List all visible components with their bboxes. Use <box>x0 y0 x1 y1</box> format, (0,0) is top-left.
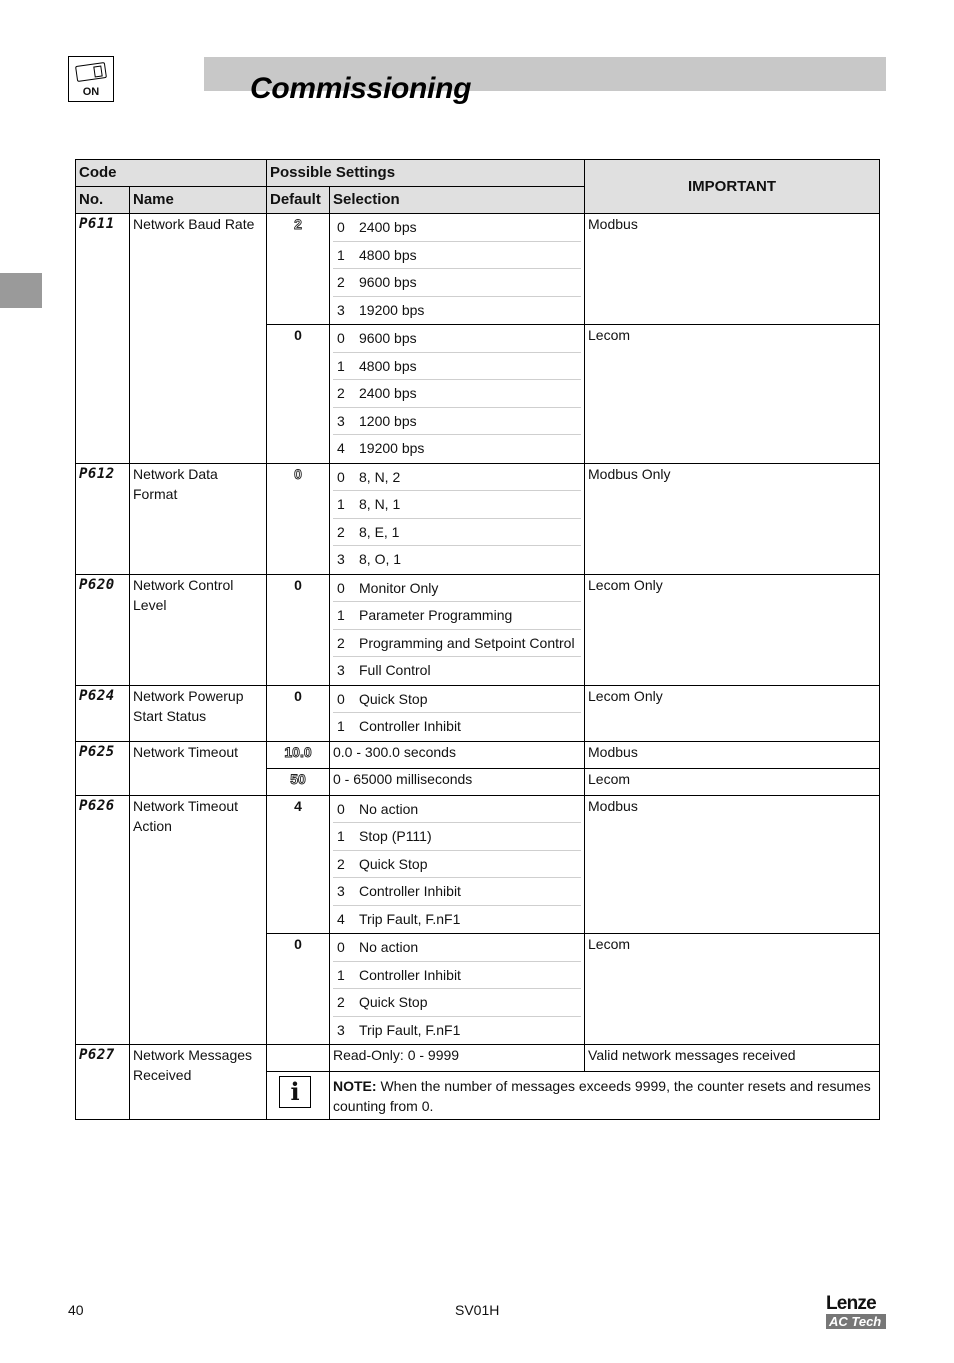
option-number: 1 <box>337 718 345 734</box>
name-p620: Network Control Level <box>130 574 267 685</box>
document-code: SV01H <box>455 1302 500 1318</box>
option-number: 1 <box>337 828 345 844</box>
important-p611-modbus: Modbus <box>585 214 880 325</box>
power-switch-label: ON <box>82 86 100 98</box>
selection-p620 <box>330 574 585 685</box>
option-label: 19200 bps <box>359 440 425 456</box>
selection-option <box>333 851 581 879</box>
option-label: 1200 bps <box>359 412 417 429</box>
option-label: 9600 bps <box>359 274 417 290</box>
option-number: 1 <box>337 357 345 374</box>
option-number: 3 <box>337 412 345 429</box>
selection-option <box>333 713 581 741</box>
option-number: 0 <box>337 219 345 235</box>
selection-p612 <box>330 463 585 574</box>
option-number: 2 <box>337 385 345 401</box>
important-p625-lecom: Lecom <box>585 768 880 795</box>
option-label: 8, O, 1 <box>359 551 402 567</box>
option-number: 2 <box>337 634 345 651</box>
option-number: 3 <box>337 883 345 899</box>
important-p625-modbus: Modbus <box>585 741 880 768</box>
option-number: 1 <box>337 966 345 983</box>
important-p627: Valid network messages received <box>585 1045 880 1072</box>
default-p626-lecom: 0 <box>267 934 330 1045</box>
important-p624: Lecom Only <box>585 685 880 741</box>
option-label: No action <box>359 800 419 817</box>
code-p627: P627 <box>76 1045 130 1120</box>
selection-p624 <box>330 685 585 741</box>
code-p611: P611 <box>76 214 130 464</box>
important-p612: Modbus Only <box>585 463 880 574</box>
selection-option <box>333 575 581 603</box>
option-number: 2 <box>337 994 345 1010</box>
code-p624: P624 <box>76 685 130 741</box>
default-p611-modbus: 2 <box>267 214 330 325</box>
option-label: 8, N, 2 <box>359 468 401 485</box>
default-p626-modbus: 4 <box>267 795 330 934</box>
selection-option <box>333 519 581 547</box>
selection-option <box>333 269 581 297</box>
option-label: 9600 bps <box>359 330 417 346</box>
code-p612: P612 <box>76 463 130 574</box>
selection-p625-modbus: 0.0 - 300.0 seconds <box>330 741 585 768</box>
option-number: 0 <box>337 939 345 955</box>
option-number: 3 <box>337 301 345 318</box>
selection-option <box>333 214 581 242</box>
default-p625-lecom: 50 <box>267 768 330 795</box>
option-number: 2 <box>337 855 345 872</box>
option-label: 19200 bps <box>359 301 425 318</box>
option-label: 4800 bps <box>359 246 417 263</box>
selection-option <box>333 989 581 1017</box>
name-p627: Network Messages Received <box>130 1045 267 1120</box>
name-p624: Network Powerup Start Status <box>130 685 267 741</box>
option-number: 3 <box>337 1021 345 1038</box>
option-label: Programming and Setpoint Control <box>359 634 575 651</box>
code-p620: P620 <box>76 574 130 685</box>
option-label: Trip Fault, F.nF1 <box>359 1021 461 1038</box>
default-p620: 0 <box>267 574 330 685</box>
lenze-logo <box>826 1294 888 1329</box>
parameter-table <box>75 159 880 1120</box>
option-number: 1 <box>337 496 345 512</box>
important-p611-lecom: Lecom <box>585 325 880 464</box>
selection-option <box>333 657 581 685</box>
default-p612: 0 <box>267 463 330 574</box>
name-p626: Network Timeout Action <box>130 795 267 1045</box>
default-p624: 0 <box>267 685 330 741</box>
side-section-tab <box>0 273 42 308</box>
option-label: Stop (P111) <box>359 828 432 844</box>
selection-p611-lecom <box>330 325 585 464</box>
option-label: 4800 bps <box>359 357 417 374</box>
option-label: Quick Stop <box>359 855 428 872</box>
page-number: 40 <box>68 1302 84 1318</box>
power-switch-icon <box>68 56 114 102</box>
option-number: 0 <box>337 468 345 485</box>
info-icon-cell <box>267 1072 330 1120</box>
note-label: NOTE: <box>333 1078 377 1094</box>
option-number: 4 <box>337 910 345 927</box>
name-p611: Network Baud Rate <box>130 214 267 464</box>
option-label: No action <box>359 939 419 955</box>
selection-option <box>333 546 581 574</box>
header-code: Code <box>76 160 267 187</box>
selection-option <box>333 353 581 381</box>
important-p620: Lecom Only <box>585 574 880 685</box>
selection-option <box>333 325 581 353</box>
default-p611-lecom: 0 <box>267 325 330 464</box>
option-label: Controller Inhibit <box>359 966 461 983</box>
selection-option <box>333 408 581 436</box>
selection-option <box>333 823 581 851</box>
selection-option <box>333 630 581 658</box>
info-icon: i <box>279 1076 311 1108</box>
option-label: 8, E, 1 <box>359 523 400 540</box>
name-p625: Network Timeout <box>130 741 267 795</box>
option-number: 3 <box>337 662 345 678</box>
selection-option <box>333 491 581 519</box>
option-number: 0 <box>337 579 345 596</box>
selection-option <box>333 796 581 824</box>
selection-p627: Read-Only: 0 - 9999 <box>330 1045 585 1072</box>
selection-p611-modbus <box>330 214 585 325</box>
important-p626-modbus: Modbus <box>585 795 880 934</box>
selection-option <box>333 686 581 714</box>
option-label: Quick Stop <box>359 690 428 707</box>
option-number: 3 <box>337 551 345 567</box>
option-number: 0 <box>337 330 345 346</box>
logo-top-text: Lenze <box>826 1293 876 1314</box>
option-label: 2400 bps <box>359 385 417 401</box>
option-label: 2400 bps <box>359 219 417 235</box>
option-label: Full Control <box>359 662 431 678</box>
header-possible-settings: Possible Settings <box>267 160 585 187</box>
option-label: Quick Stop <box>359 994 428 1010</box>
option-number: 2 <box>337 523 345 540</box>
selection-option <box>333 1017 581 1045</box>
option-number: 2 <box>337 274 345 290</box>
option-label: Monitor Only <box>359 579 439 596</box>
header-name: Name <box>130 187 267 214</box>
selection-option <box>333 380 581 408</box>
option-label: Controller Inhibit <box>359 718 461 734</box>
selection-option <box>333 934 581 962</box>
header-default: Default <box>267 187 330 214</box>
selection-option <box>333 297 581 325</box>
selection-option <box>333 878 581 906</box>
selection-option <box>333 602 581 630</box>
code-p626: P626 <box>76 795 130 1045</box>
name-p612: Network Data Format <box>130 463 267 574</box>
header-important: IMPORTANT <box>585 160 880 214</box>
selection-p626-modbus <box>330 795 585 934</box>
option-number: 4 <box>337 440 345 456</box>
selection-option <box>333 906 581 934</box>
important-p626-lecom: Lecom <box>585 934 880 1045</box>
option-number: 0 <box>337 800 345 817</box>
option-number: 1 <box>337 246 345 263</box>
option-label: 8, N, 1 <box>359 496 401 512</box>
selection-option <box>333 962 581 990</box>
option-label: Parameter Programming <box>359 607 513 623</box>
default-p627 <box>267 1045 330 1072</box>
option-number: 0 <box>337 690 345 707</box>
selection-option <box>333 242 581 270</box>
logo-bottom-text: AC Tech <box>826 1314 886 1329</box>
option-label: Controller Inhibit <box>359 883 461 899</box>
header-selection: Selection <box>330 187 585 214</box>
header-no: No. <box>76 187 130 214</box>
selection-option <box>333 464 581 492</box>
selection-option <box>333 435 581 463</box>
option-label: Trip Fault, F.nF1 <box>359 910 461 927</box>
note-p627 <box>330 1072 880 1120</box>
code-p625: P625 <box>76 741 130 795</box>
note-text: When the number of messages exceeds 9999, the counter resets and resumes counting from 0. <box>333 1078 871 1114</box>
page-title: Commissioning <box>250 72 472 105</box>
selection-p625-lecom: 0 - 65000 milliseconds <box>330 768 585 795</box>
option-number: 1 <box>337 607 345 623</box>
default-p625-modbus: 10.0 <box>267 741 330 768</box>
selection-p626-lecom <box>330 934 585 1045</box>
